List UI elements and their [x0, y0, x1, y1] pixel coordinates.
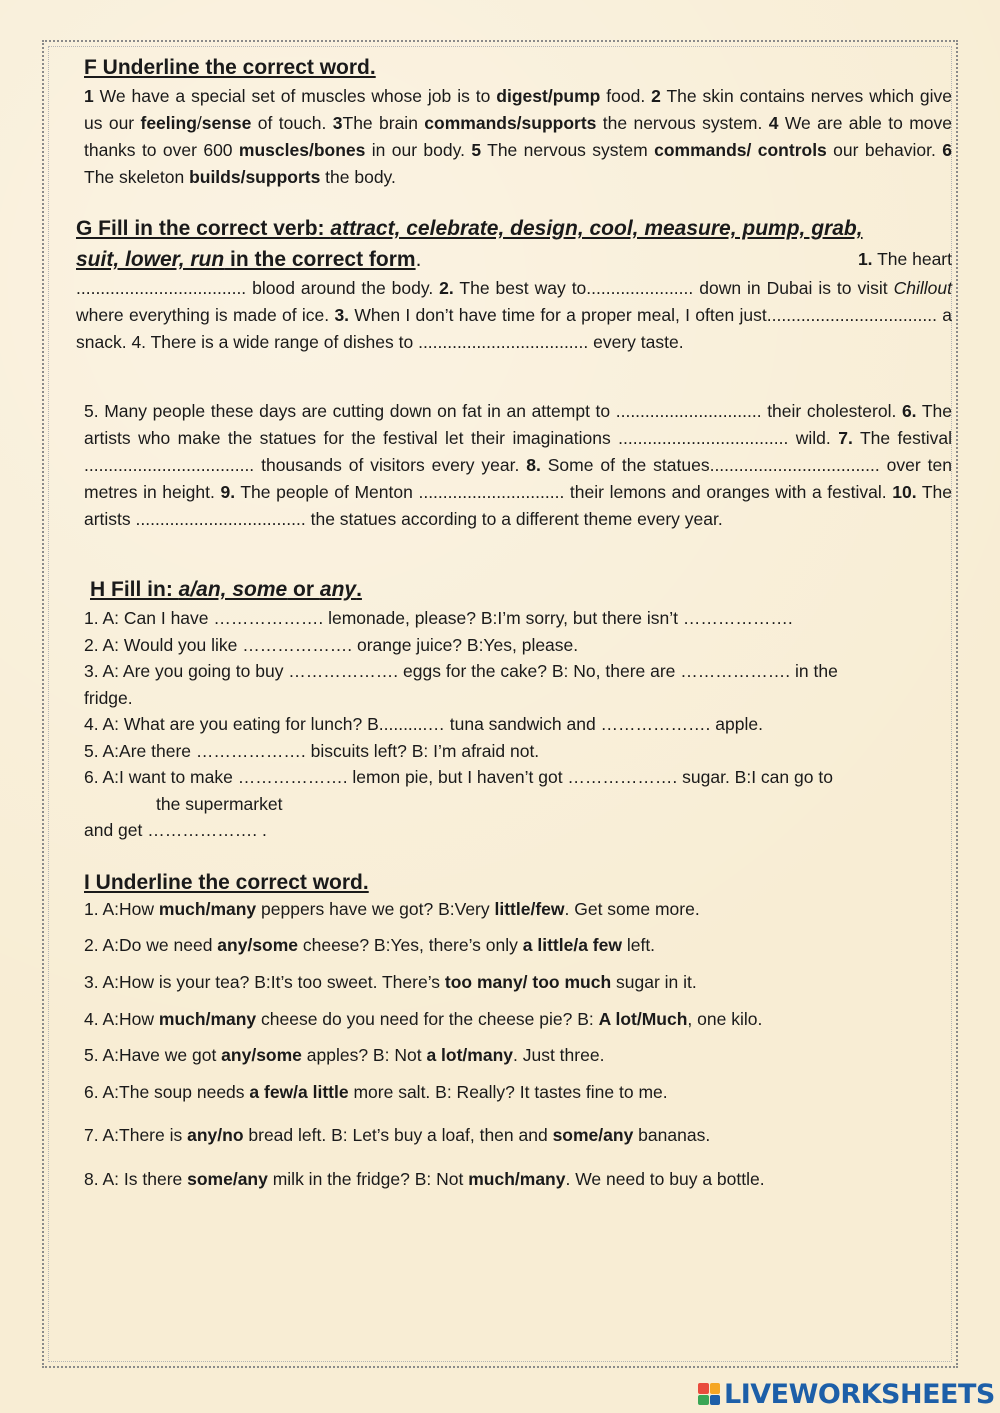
section-g-title: G Fill in the correct verb: attract, celebrate, design, cool, measure, pump, grab,: [76, 217, 863, 240]
section-g-title-line2: suit, lower, run in the correct form. 1. The heart: [76, 248, 952, 271]
section-i-item-8: 8. A: Is there some/any milk in the fridge? B: Not much/many. We need to buy a bottle.: [84, 1169, 765, 1189]
section-h-title: H Fill in: a/an, some or any.: [90, 578, 362, 601]
section-i: [84, 868, 952, 898]
liveworksheets-logo-icon: [698, 1383, 720, 1405]
liveworksheets-logo-text: LIVEWORKSHEETS: [724, 1378, 995, 1410]
section-i-item-6: 6. A:The soup needs a few/a little more salt. B: Really? It tastes fine to me.: [84, 1082, 668, 1102]
section-f-body: 1 We have a special set of muscles whose job is to digest/pump food. 2 The skin contains nerves which give us our feeling/sense of touch. 3The brain commands/supports the nervous system. 4 We are able to move thanks to over 600 muscles/bones in our body. 5 The nervous system commands/ controls our behavior. 6 The skeleton builds/supports the body.: [84, 86, 953, 187]
section-h-item-5: 5. A:Are there ………………. biscuits left? B: I’m afraid not.: [84, 740, 540, 761]
section-f-title: F Underline the correct word.: [84, 56, 376, 79]
section-g-body-1: ................................... blood around the body. 2. The best way to...................... down in Dubai is to visit Chillout where everything is made of ice. 3. When I don’t have time for a proper meal, I often just................................... a snack. 4. There is a wide range of dishes to ................................... every taste.: [76, 278, 952, 352]
section-i-item-7: 7. A:There is any/no bread left. B: Let’s buy a loaf, then and some/any bananas.: [84, 1125, 711, 1145]
section-h-item-2: 2. A: Would you like ………………. orange juice? B:Yes, please.: [84, 634, 579, 655]
section-i-item-5: 5. A:Have we got any/some apples? B: Not a lot/many. Just three.: [84, 1045, 605, 1065]
section-h-item-6: 6. A:I want to make ………………. lemon pie, but I haven’t got ………………. sugar. B:I can go to: [84, 767, 833, 787]
section-i-item-2: 2. A:Do we need any/some cheese? B:Yes, there’s only a little/a few left.: [84, 935, 656, 955]
section-i-title: I Underline the correct word.: [84, 871, 369, 894]
section-i-item-4: 4. A:How much/many cheese do you need for the cheese pie? B: A lot/Much, one kilo.: [84, 1009, 763, 1029]
section-i-item-3: 3. A:How is your tea? B:It’s too sweet. There’s too many/ too much sugar in it.: [84, 972, 697, 992]
section-g-body-2: 5. Many people these days are cutting down on fat in an attempt to .............................. their cholesterol. 6. The artists who make the statues for the festival let their imaginations ................................... wild. 7. The festival ................................... thousands of visitors every year. 8. Some of the statues................................... over ten metres in height. 9. The people of Menton .............................. their lemons and oranges with a festival. 10. The artists ................................... the statues according to a different theme every year.: [84, 401, 953, 529]
liveworksheets-logo[interactable]: [698, 1378, 995, 1410]
section-g: [76, 213, 952, 356]
section-h-item-4: 4. A: What are you eating for lunch? B..........… tuna sandwich and ………………. apple.: [84, 714, 763, 734]
section-g-part2: [84, 398, 952, 533]
section-h-item-6c: and get ………………. .: [84, 820, 267, 840]
section-f: [84, 53, 952, 191]
section-h-item-6b: the supermarket: [156, 793, 283, 814]
section-h-item-1: 1. A: Can I have ………………. lemonade, please? B:I’m sorry, but there isn’t ……………….: [84, 608, 793, 628]
section-h: [84, 575, 952, 844]
section-h-item-3: 3. A: Are you going to buy ………………. eggs for the cake? B: No, there are ………………. in the: [84, 661, 838, 681]
section-i-item-1: 1. A:How much/many peppers have we got? B:Very little/few. Get some more.: [84, 899, 700, 919]
section-h-item-3b: fridge.: [84, 687, 133, 708]
